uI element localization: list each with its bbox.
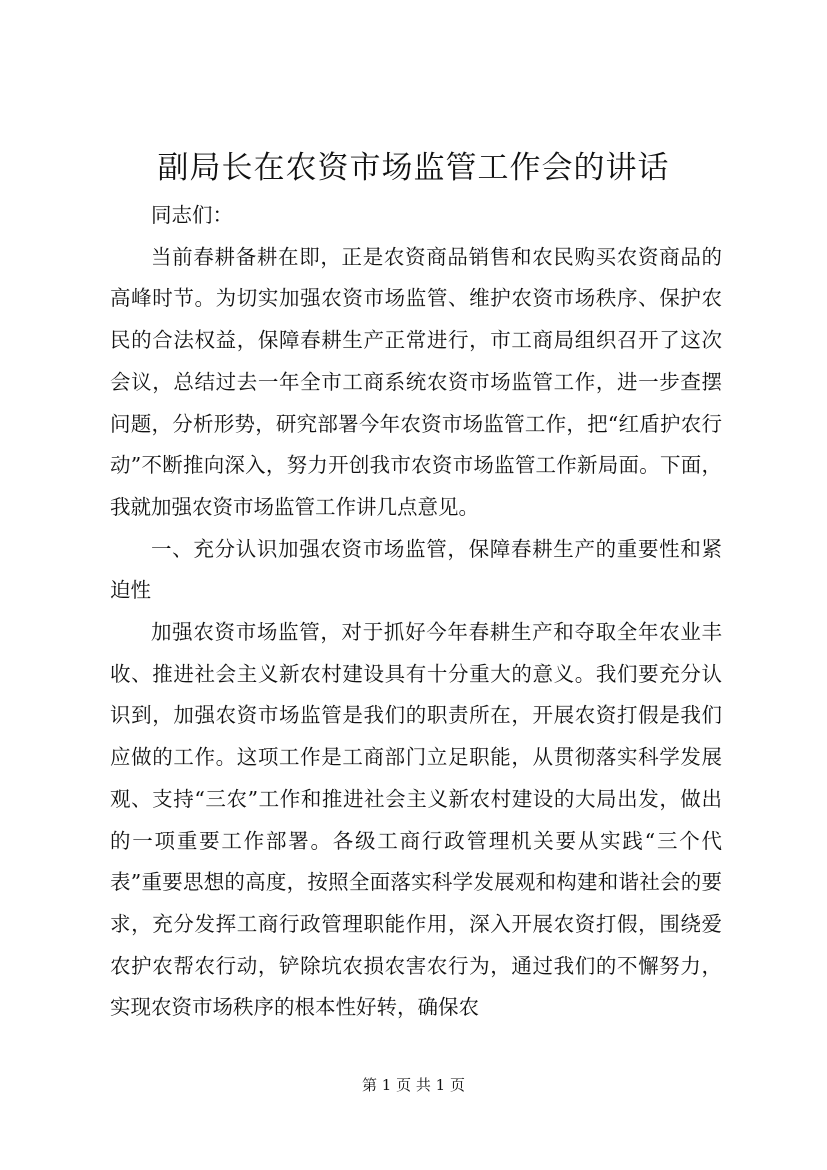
paragraph-section-1: 加强农资市场监管，对于抓好今年春耕生产和夺取全年农业丰收、推进社会主义新农村建设具有十分重大的意义。我们要充分认识到，加强农资市场监管是我们的职责所在，开展农资打假是我们应做的工作。这项工作是工商部门立足职能，从贯彻落实科学发展观、支持“三农”工作和推进社会主义新农村建设的大局出发，做出的一项重要工作部署。各级工商行政管理机关要从实践“三个代表”重要思想的高度，按照全面落实科学发展观和构建和谐社会的要求，充分发挥工商行政管理职能作用，深入开展农资打假，围绕爱农护农帮农行动，铲除坑农损农害农行为，通过我们的不懈努力，实现农资市场秩序的根本性好转，确保农 [110, 620, 722, 1020]
salutation: 同志们： [151, 203, 233, 227]
section-heading-1: 一、充分认识加强农资市场监管，保障春耕生产的重要性和紧迫性 [110, 536, 722, 603]
paragraph-intro: 当前春耕备耕在即，正是农资商品销售和农民购买农资商品的高峰时节。为切实加强农资市场监管、维护农资市场秩序、保护农民的合法权益，保障春耕生产正常进行，市工商局组织召开了这次会议，总结过去一年全市工商系统农资市场监管工作，进一步查摆问题，分析形势，研究部署今年农资市场监管工作，把“红盾护农行动”不断推向深入，努力开创我市农资市场监管工作新局面。下面，我就加强农资市场监管工作讲几点意见。 [110, 244, 722, 519]
page-footer: 第 1 页 共 1 页 [362, 1076, 465, 1094]
document-title: 副局长在农资市场监管工作会的讲话 [157, 150, 670, 186]
document-body [110, 195, 722, 1035]
